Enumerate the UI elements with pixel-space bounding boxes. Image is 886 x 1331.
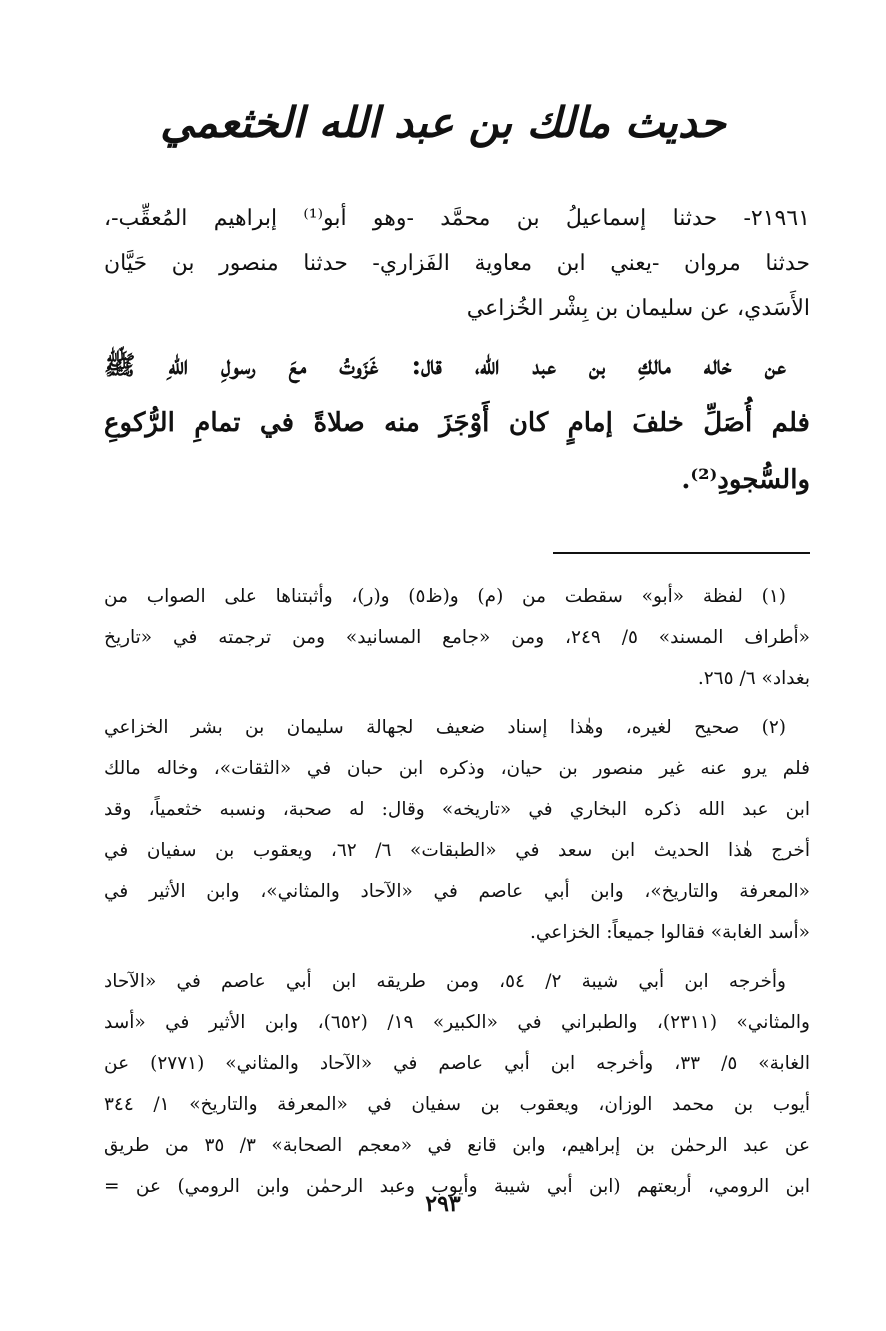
text-line: والمثاني» (٢٣١١)، والطبراني في «الكبير» ١٩/ (٦٥٢)، وابن الأثير في «أسد [104, 1012, 810, 1033]
footnote-separator [553, 552, 810, 554]
text-line: حدثنا مروان -يعني ابن معاوية الفَزاري- حدثنا منصور بن حَيَّان [104, 251, 810, 276]
text-line: أيوب بن محمد الوزان، ويعقوب بن سفيان في «المعرفة والتاريخ» ١/ ٣٤٤ [104, 1094, 810, 1115]
page-title: حديث مالك بن عبد الله الخثعمي [160, 98, 726, 147]
text-line: عن عبد الرحمٰن بن إبراهيم، وابن قانع في «معجم الصحابة» ٣/ ٣٥ من طريق [104, 1135, 810, 1156]
text-line: «المعرفة والتاريخ»، وابن أبي عاصم في «الآحاد والمثاني»، وابن الأثير في [104, 881, 810, 902]
hadith-chain [104, 196, 810, 331]
text-line: الأَسَدي، عن سليمان بن بِشْر الخُزاعي [466, 296, 810, 321]
text-line: ابن عبد الله ذكره البخاري في «تاريخه» وقال: له صحبة، ونسبه خثعمياً، وقد [104, 799, 810, 820]
text-line: ابن الرومي، أربعتهم (ابن أبي شيبة وأيوب وعبد الرحمٰن وابن الرومي) عن = [104, 1176, 810, 1197]
text-line: ٢١٩٦١- حدثنا إسماعيلُ بن محمَّد -وهو أبو⁽¹⁾ إبراهيم المُعقِّب-، [104, 206, 810, 231]
hadith-text [104, 338, 810, 509]
footnotes [104, 576, 810, 1207]
text-line: والسُّجودِ⁽²⁾. [681, 465, 810, 495]
footnote-2 [104, 707, 810, 953]
footnote-2-continuation [104, 961, 810, 1207]
text-line: أخرج هٰذا الحديث ابن سعد في «الطبقات» ٦/ ٦٢، ويعقوب بن سفيان في [104, 840, 810, 861]
text-line: «أسد الغابة» فقالوا جميعاً: الخزاعي. [529, 922, 810, 943]
text-line: فلم يرو عنه غير منصور بن حيان، وذكره ابن حبان في «الثقات»، وخاله مالك [104, 758, 810, 779]
page-number: ٢٩٣ [425, 1191, 461, 1217]
text-line: بغداد» ٦/ ٢٦٥. [697, 668, 810, 689]
text-line: وأخرجه ابن أبي شيبة ٢/ ٥٤، ومن طريقه ابن أبي عاصم في «الآحاد [104, 971, 786, 992]
text-line: الغابة» ٥/ ٣٣، وأخرجه ابن أبي عاصم في «الآحاد والمثاني» (٢٧٧١) عن [104, 1053, 810, 1074]
text-line: «أطراف المسند» ٥/ ٢٤٩، ومن «جامع المسانيد» ومن ترجمته في «تاريخ [104, 627, 810, 648]
text-line: فلم أُصَلِّ خلفَ إمامٍ كان أَوْجَزَ منه صلاةً في تمامِ الرُّكوعِ [104, 408, 810, 438]
footnote-1 [104, 576, 810, 699]
text-line: (٢) صحيح لغيره، وهٰذا إسناد ضعيف لجهالة سليمان بن بشر الخزاعي [104, 717, 786, 738]
text-line: (١) لفظة «أبو» سقطت من (م) و(ظ٥) و(ر)، وأثبتناها على الصواب من [104, 586, 786, 607]
text-line: عن خاله مالكِ بن عبد الله، قال: غَزَوتُ معَ رسولِ اللهِ ﷺ [104, 351, 786, 381]
